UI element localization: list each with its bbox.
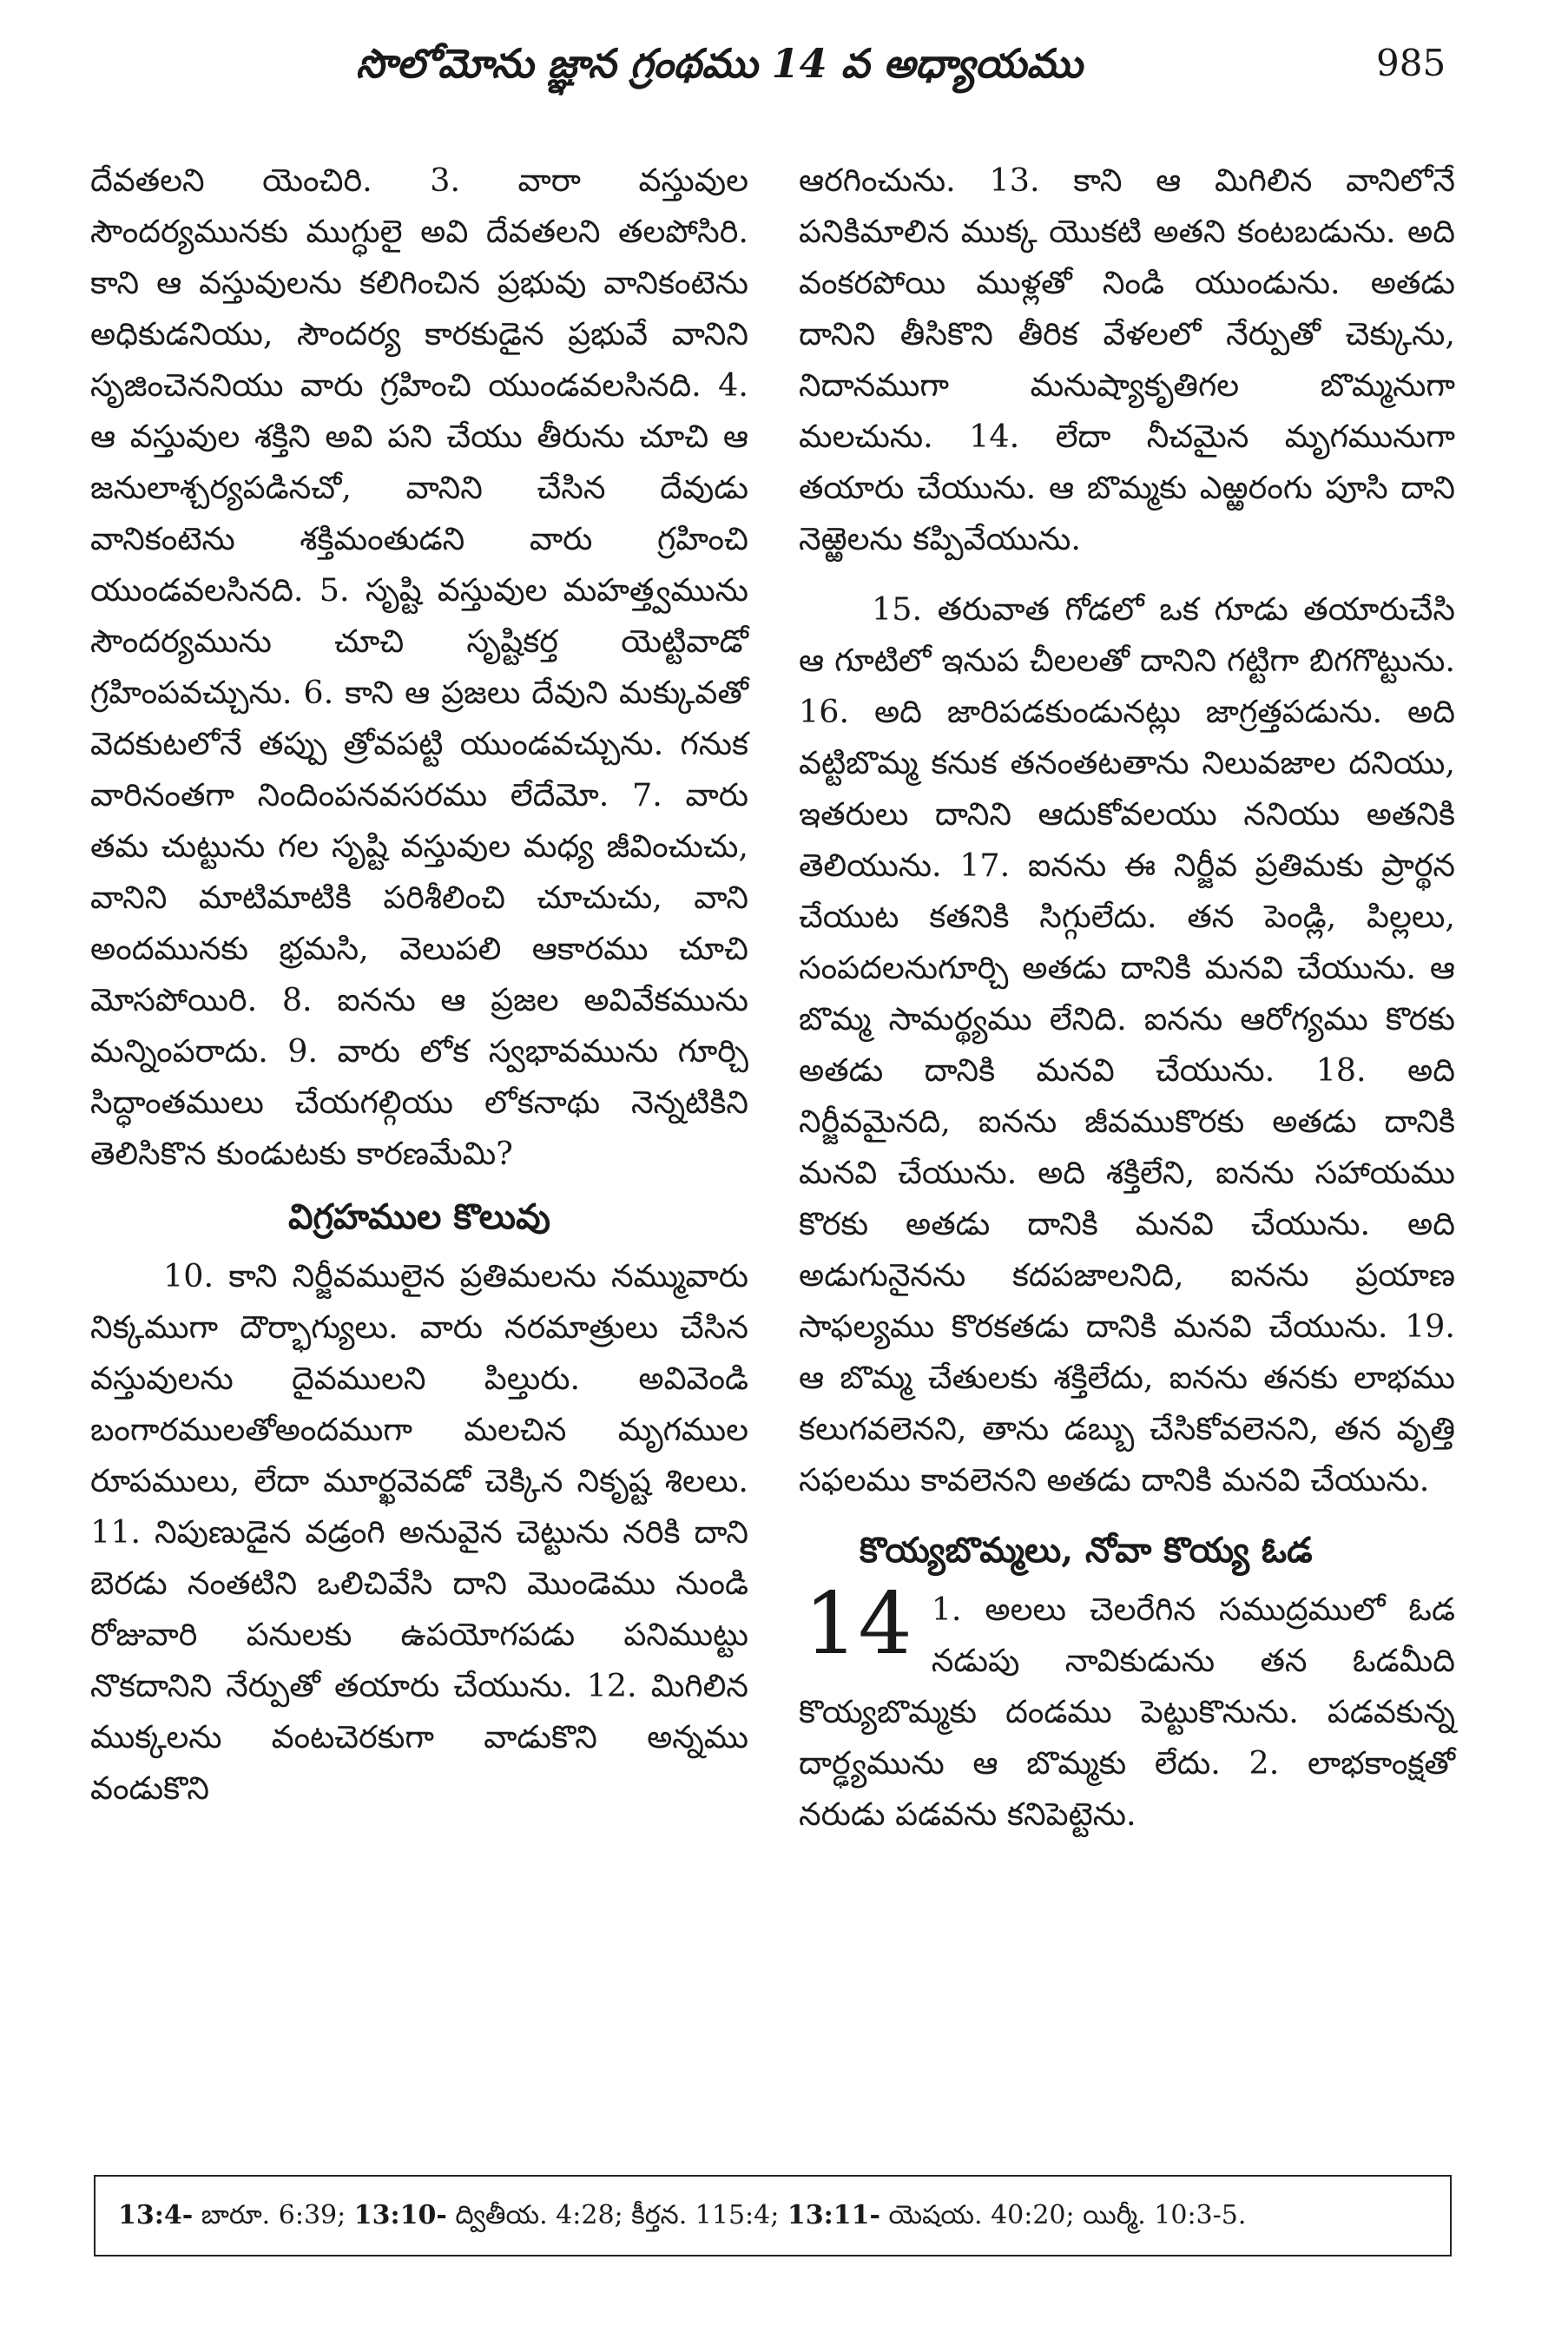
- page-header: [0, 0, 1568, 113]
- body-paragraph: 15. తరువాత గోడలో ఒక గూడు తయారుచేసి ఆ గూటిలో ఇనుప చీలలతో దానిని గట్టిగా బిగగొట్టును. 16. అది జారిపడకుండునట్లు జాగ్రత్తపడును. అది వట్టిబొమ్మ కనుక తనంతటతాను నిలువజాల దనియు, ఇతరులు దానిని ఆదుకోవలయు ననియు అతనికి తెలియును. 17. ఐనను ఈ నిర్జీవ ప్రతిమకు ప్రార్థన చేయుట కతనికి సిగ్గులేదు. తన పెండ్లి, పిల్లలు, సంపదలనుగూర్చి అతడు దానికి మనవి చేయును. ఆ బొమ్మ సామర్థ్యము లేనిది. ఐనను ఆరోగ్యము కొరకు అతడు దానికి మనవి చేయును. 18. అది నిర్జీవమైనది, ఐనను జీవముకొరకు అతడు దానికి మనవి చేయును. అది శక్తిలేని, ఐనను సహాయము కొరకు అతడు దానికి మనవి చేయును. అది అడుగునైనను కదపజాలనిది, ఐనను ప్రయాణ సాఫల్యము కొరకతడు దానికి మనవి చేయును. 19. ఆ బొమ్మ చేతులకు శక్తిలేదు, ఐనను తనకు లాభము కలుగవలెనని, తాను డబ్బు చేసికోవలెనని, తన వృత్తి సఫలము కావలెనని అతడు దానికి మనవి చేయును.: [799, 590, 1455, 1499]
- page-number: 985: [1376, 42, 1446, 84]
- body-paragraph: ఆరగించును. 13. కాని ఆ మిగిలిన వానిలోనే పనికిమాలిన ముక్క యొకటి అతని కంటబడును. అది వంకరపోయి ముళ్లతో నిండి యుండును. అతడు దానిని తీసికొని తీరిక వేళలలో నేర్పుతో చెక్కును, నిదానముగా మనుష్యాకృతిగల బొమ్మనుగా మలచును. 14. లేదా నీచమైన మృగమునుగా తయారు చేయును. ఆ బొమ్మకు ఎఱ్ఱరంగు పూసి దాని నెఱ్ఱెలను కప్పివేయును.: [799, 161, 1455, 557]
- chapter-start: [799, 1575, 1455, 1840]
- section-heading: కొయ్యబొమ్మలు, నోవా కొయ్య ఓడ: [860, 1530, 1313, 1571]
- footnote-ref: 13:10-: [353, 2200, 447, 2230]
- running-title: సొలోమోను జ్ఞాన గ్రంథము 14 వ అధ్యాయము: [356, 40, 1083, 87]
- body-paragraph: 10. కాని నిర్జీవములైన ప్రతిమలను నమ్మువారు నిక్కముగా దౌర్భాగ్యులు. వారు నరమాత్రులు చేసిన వస్తువులను దైవములని పిల్తురు. అవివెండి బంగారములతోఅందముగా మలచిన మృగముల రూపములు, లేదా మూర్ఖవెవడో చెక్కిన నికృష్ట శిలలు. 11. నిపుణుడైన వడ్రంగి అనువైన చెట్టును నరికి దాని బెరడు నంతటిని ఒలిచివేసి దాని మొండెము నుండి రోజువారి పనులకు ఉపయోగపడు పనిముట్టు నొకదానిని నేర్పుతో తయారు చేయును. 12. మిగిలిన ముక్కలను వంటచెరకుగా వాడుకొని అన్నము వండుకొని: [90, 1257, 748, 1807]
- footnote-ref: 13:4-: [118, 2200, 194, 2230]
- right-column: [799, 155, 1455, 1840]
- section-heading: విగ్రహముల కొలువు: [288, 1196, 550, 1237]
- footnote-text: యెషయ. 40:20; యిర్మీ. 10:3-5.: [880, 2200, 1247, 2230]
- left-column: [90, 155, 748, 1814]
- body-paragraph: 1. అలలు చెలరేగిన సముద్రములో ఓడ నడుపు నావికుడును తన ఓడమీది కొయ్యబొమ్మకు దండము పెట్టుకొనును. పడవకున్న దార్ఢ్యమును ఆ బొమ్మకు లేదు. 2. లాభకాంక్షతో నరుడు పడవను కనిపెట్టెను.: [799, 1591, 1455, 1833]
- footnote-text: బారూ. 6:39;: [193, 2200, 354, 2230]
- cross-reference-box: [94, 2175, 1452, 2256]
- footnote-ref: 13:11-: [787, 2200, 880, 2230]
- footnote-text: ద్వితీయ. 4:28; కీర్తన. 115:4;: [446, 2200, 787, 2230]
- body-paragraph: దేవతలని యెంచిరి. 3. వారా వస్తువుల సౌందర్యమునకు ముగ్ధులై అవి దేవతలని తలపోసిరి. కాని ఆ వస్తువులను కలిగించిన ప్రభువు వానికంటెను అధికుడనియు, సౌందర్య కారకుడైన ప్రభువే వానిని సృజించెననియు వారు గ్రహించి యుండవలసినది. 4. ఆ వస్తువుల శక్తిని అవి పని చేయు తీరును చూచి ఆ జనులాశ్చర్యపడినచో, వానిని చేసిన దేవుడు వానికంటెను శక్తిమంతుడని వారు గ్రహించి యుండవలసినది. 5. సృష్టి వస్తువుల మహత్త్వమును సౌందర్యమును చూచి సృష్టికర్త యెట్టివాడో గ్రహింపవచ్చును. 6. కాని ఆ ప్రజలు దేవుని మక్కువతో వెదకుటలోనే తప్పు త్రోవపట్టి యుండవచ్చును. గనుక వారినంతగా నిందింపనవసరము లేదేమో. 7. వారు తమ చుట్టును గల సృష్టి వస్తువుల మధ్య జీవించుచు, వానిని మాటిమాటికి పరిశీలించి చూచుచు, వాని అందమునకు భ్రమసి, వెలుపలి ఆకారము చూచి మోసపోయిరి. 8. ఐనను ఆ ప్రజల అవివేకమును మన్నింపరాదు. 9. వారు లోక స్వభావమును గూర్చి సిద్ధాంతములు చేయగల్గియు లోకనాథు నెన్నటికిని తెలిసికొన కుండుటకు కారణమేమి?: [90, 161, 748, 1172]
- chapter-number: 14: [804, 1575, 912, 1674]
